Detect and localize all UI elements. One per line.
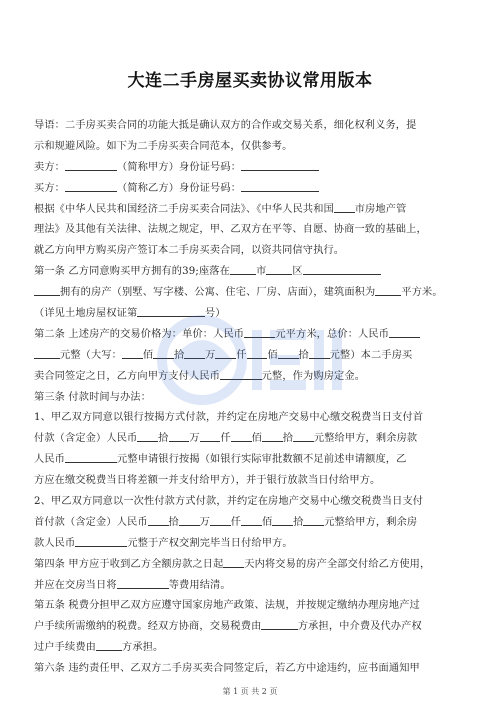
- document-title: 大连二手房屋买卖协议常用版本: [127, 71, 373, 91]
- blank-field: [262, 429, 283, 442]
- document-line: 1、甲乙双方同意以银行按揭方式付款，并约定在房地产交易中心缴交税费当日支付首: [34, 412, 424, 424]
- document-line: 示和规避风险。如下为二手房买卖合同范本，仅供参考。: [34, 140, 293, 152]
- document-line: 买方： （简称乙方）身份证号码：: [34, 179, 468, 200]
- blank-field: [244, 325, 275, 338]
- document-line: 导语：二手房买卖合同的功能大抵是确认双方的合作或交易关系，细化权利义务，提: [34, 120, 417, 131]
- blank-field: [293, 429, 314, 442]
- blank-field: [65, 158, 117, 171]
- blank-field: [389, 325, 420, 338]
- blank-field: [179, 513, 200, 526]
- document-line: 第六条 违约责任甲、乙双方二手房买卖合同签定后，若乙方中途违约，应书面通知甲: [34, 663, 420, 675]
- document-line: 并应在交房当日将 等费用结清。: [34, 576, 468, 597]
- blank-field: [210, 513, 231, 526]
- document-line: 卖方： （简称甲方）身份证号码：: [34, 158, 468, 179]
- blank-field: [169, 429, 190, 442]
- blank-field: [153, 346, 174, 359]
- blank-field: [241, 158, 319, 171]
- document-line: 第一条 乙方同意购买甲方拥有的39;座落在 市 区: [34, 262, 468, 283]
- blank-field: [65, 179, 117, 192]
- blank-field: [303, 513, 324, 526]
- blank-field: [122, 346, 143, 359]
- document-line: 第三条 付款时间与办法：: [34, 391, 152, 403]
- document-line: 户手续所需缴纳的税费。经双方协商，交易税费由 方承担，中介费及代办产权: [34, 617, 468, 638]
- blank-field: [241, 513, 262, 526]
- blank-field: [231, 429, 252, 442]
- document-line: 第五条 税费分担甲乙双方应遵守国家房地产政策、法规，并按规定缴纳办理房地产过: [34, 600, 420, 612]
- blank-field: [375, 283, 401, 296]
- blank-field: [215, 346, 236, 359]
- document-line: 过户手续费由 方承担。: [34, 638, 468, 659]
- document-line: 元整（大写： 佰 拾 万 仟 佰 拾 元整）本二手房买: [34, 346, 468, 367]
- blank-field: [65, 450, 117, 463]
- document-line: 人民币 元整申请银行按揭（如银行实际审批数额不足前述申请额度，乙: [34, 450, 468, 471]
- blank-field: [220, 367, 262, 380]
- blank-field: [272, 513, 293, 526]
- blank-field: [137, 429, 158, 442]
- blank-field: [137, 304, 205, 317]
- blank-field: [334, 200, 355, 213]
- blank-field: [241, 179, 319, 192]
- document-line: 拥有的房产（别墅、写字楼、公寓、住宅、厂房、店面），建筑面积为 平方米。: [34, 283, 468, 304]
- blank-field: [117, 576, 169, 589]
- document-line: 根据《中华人民共和国经济二手房买卖合同法》、《中华人民共和国 市房地产管: [34, 200, 468, 221]
- blank-field: [309, 346, 330, 359]
- document-line: 首付款（含定金）人民币 拾 万 仟 佰 拾 元整给甲方，剩余房: [34, 513, 468, 534]
- blank-field: [34, 346, 60, 359]
- document-line: （详见土地房屋权证第 号）: [34, 304, 468, 325]
- blank-field: [75, 534, 127, 547]
- blank-field: [278, 346, 299, 359]
- document-line: 就乙方向甲方购买房产签订本二手房买卖合同，以资共同信守执行。: [34, 245, 345, 257]
- document-line: 2、甲乙双方同意以一次性付款方式付款，并约定在房地产交易中心缴交税费当日支付: [34, 496, 424, 508]
- document-line: 付款（含定金）人民币 拾 万 仟 佰 拾 元整给甲方，剩余房款: [34, 429, 468, 450]
- blank-field: [266, 262, 292, 275]
- page-footer: 第 1 页 共 2 页: [222, 687, 278, 696]
- blank-field: [303, 262, 381, 275]
- blank-field: [200, 429, 221, 442]
- blank-field: [223, 555, 244, 568]
- document-line: 方应在缴交税费当日将差额一并支付给甲方），并于银行放款当日付给甲方。: [34, 475, 381, 487]
- document-line: 卖合同签定之日，乙方向甲方支付人民币 元整，作为购房定金。: [34, 367, 468, 388]
- blank-field: [230, 262, 256, 275]
- document-line: 款人民币 元整于产权交割完毕当日付给甲方。: [34, 534, 468, 555]
- blank-field: [96, 638, 122, 651]
- blank-field: [247, 346, 268, 359]
- document-line: 第二条 上述房产的交易价格为：单价：人民币 元平方米，总价：人民币: [34, 325, 468, 346]
- blank-field: [261, 617, 297, 630]
- document-line: 理法》及其他有关法律、法规之规定，甲、乙双方在平等、自愿、协商一致的基础上，: [34, 224, 427, 236]
- blank-field: [34, 283, 60, 296]
- document-body: [34, 116, 468, 680]
- document-line: 第四条 甲方应于收到乙方全额房款之日起 天内将交易的房产全部交付给乙方使用，: [34, 555, 468, 576]
- blank-field: [148, 513, 169, 526]
- blank-field: [184, 346, 205, 359]
